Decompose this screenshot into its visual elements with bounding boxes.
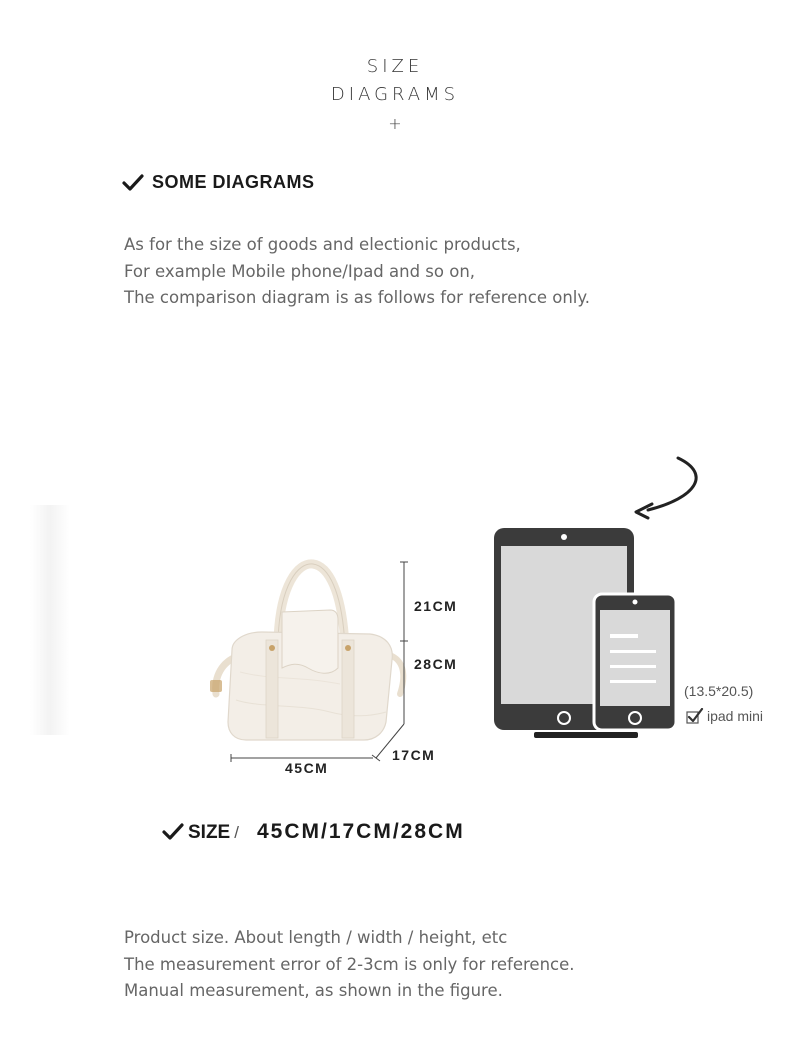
- checkbox-check-icon: [686, 708, 704, 724]
- section-heading: [122, 172, 315, 193]
- size-value: 45CM/17CM/28CM: [256, 820, 465, 843]
- notes-line: The measurement error of 2-3cm is only for reference.: [124, 954, 575, 974]
- dim-body-height: 28CM: [414, 656, 458, 672]
- intro-paragraph: [124, 232, 590, 312]
- checkmark-icon: [122, 174, 144, 192]
- section-heading-text: SOME DIAGRAMS: [152, 172, 315, 192]
- notes-line: Manual measurement, as shown in the figure.: [124, 981, 503, 1000]
- header-title-line1: SIZE: [366, 56, 424, 77]
- dim-handle-height: 21CM: [414, 598, 458, 614]
- size-summary: [162, 820, 465, 844]
- intro-line: As for the size of goods and electionic products,: [124, 235, 521, 254]
- notes-line: Product size. About length / width / height, etc: [124, 928, 508, 947]
- dim-width: 17CM: [392, 747, 436, 763]
- phone-screen: [600, 610, 670, 706]
- intro-line: The comparison diagram is as follows for reference only.: [124, 288, 591, 307]
- checkmark-icon: [162, 823, 184, 841]
- device-name: ipad mini: [707, 708, 764, 724]
- curved-arrow-icon: [648, 458, 696, 510]
- header-plus: +: [388, 114, 402, 133]
- size-slash: /: [234, 823, 239, 842]
- notes-paragraph: [124, 925, 575, 1005]
- size-label: SIZE: [188, 822, 231, 843]
- header-title-line2: DIAGRAMS: [330, 84, 460, 105]
- devices-illustration: [486, 450, 706, 750]
- dim-length: 45CM: [285, 760, 329, 776]
- device-label: [686, 708, 763, 724]
- device-dimensions: (13.5*20.5): [684, 683, 754, 699]
- bag-flap: [282, 610, 338, 673]
- intro-line: For example Mobile phone/Ipad and so on,: [124, 261, 476, 281]
